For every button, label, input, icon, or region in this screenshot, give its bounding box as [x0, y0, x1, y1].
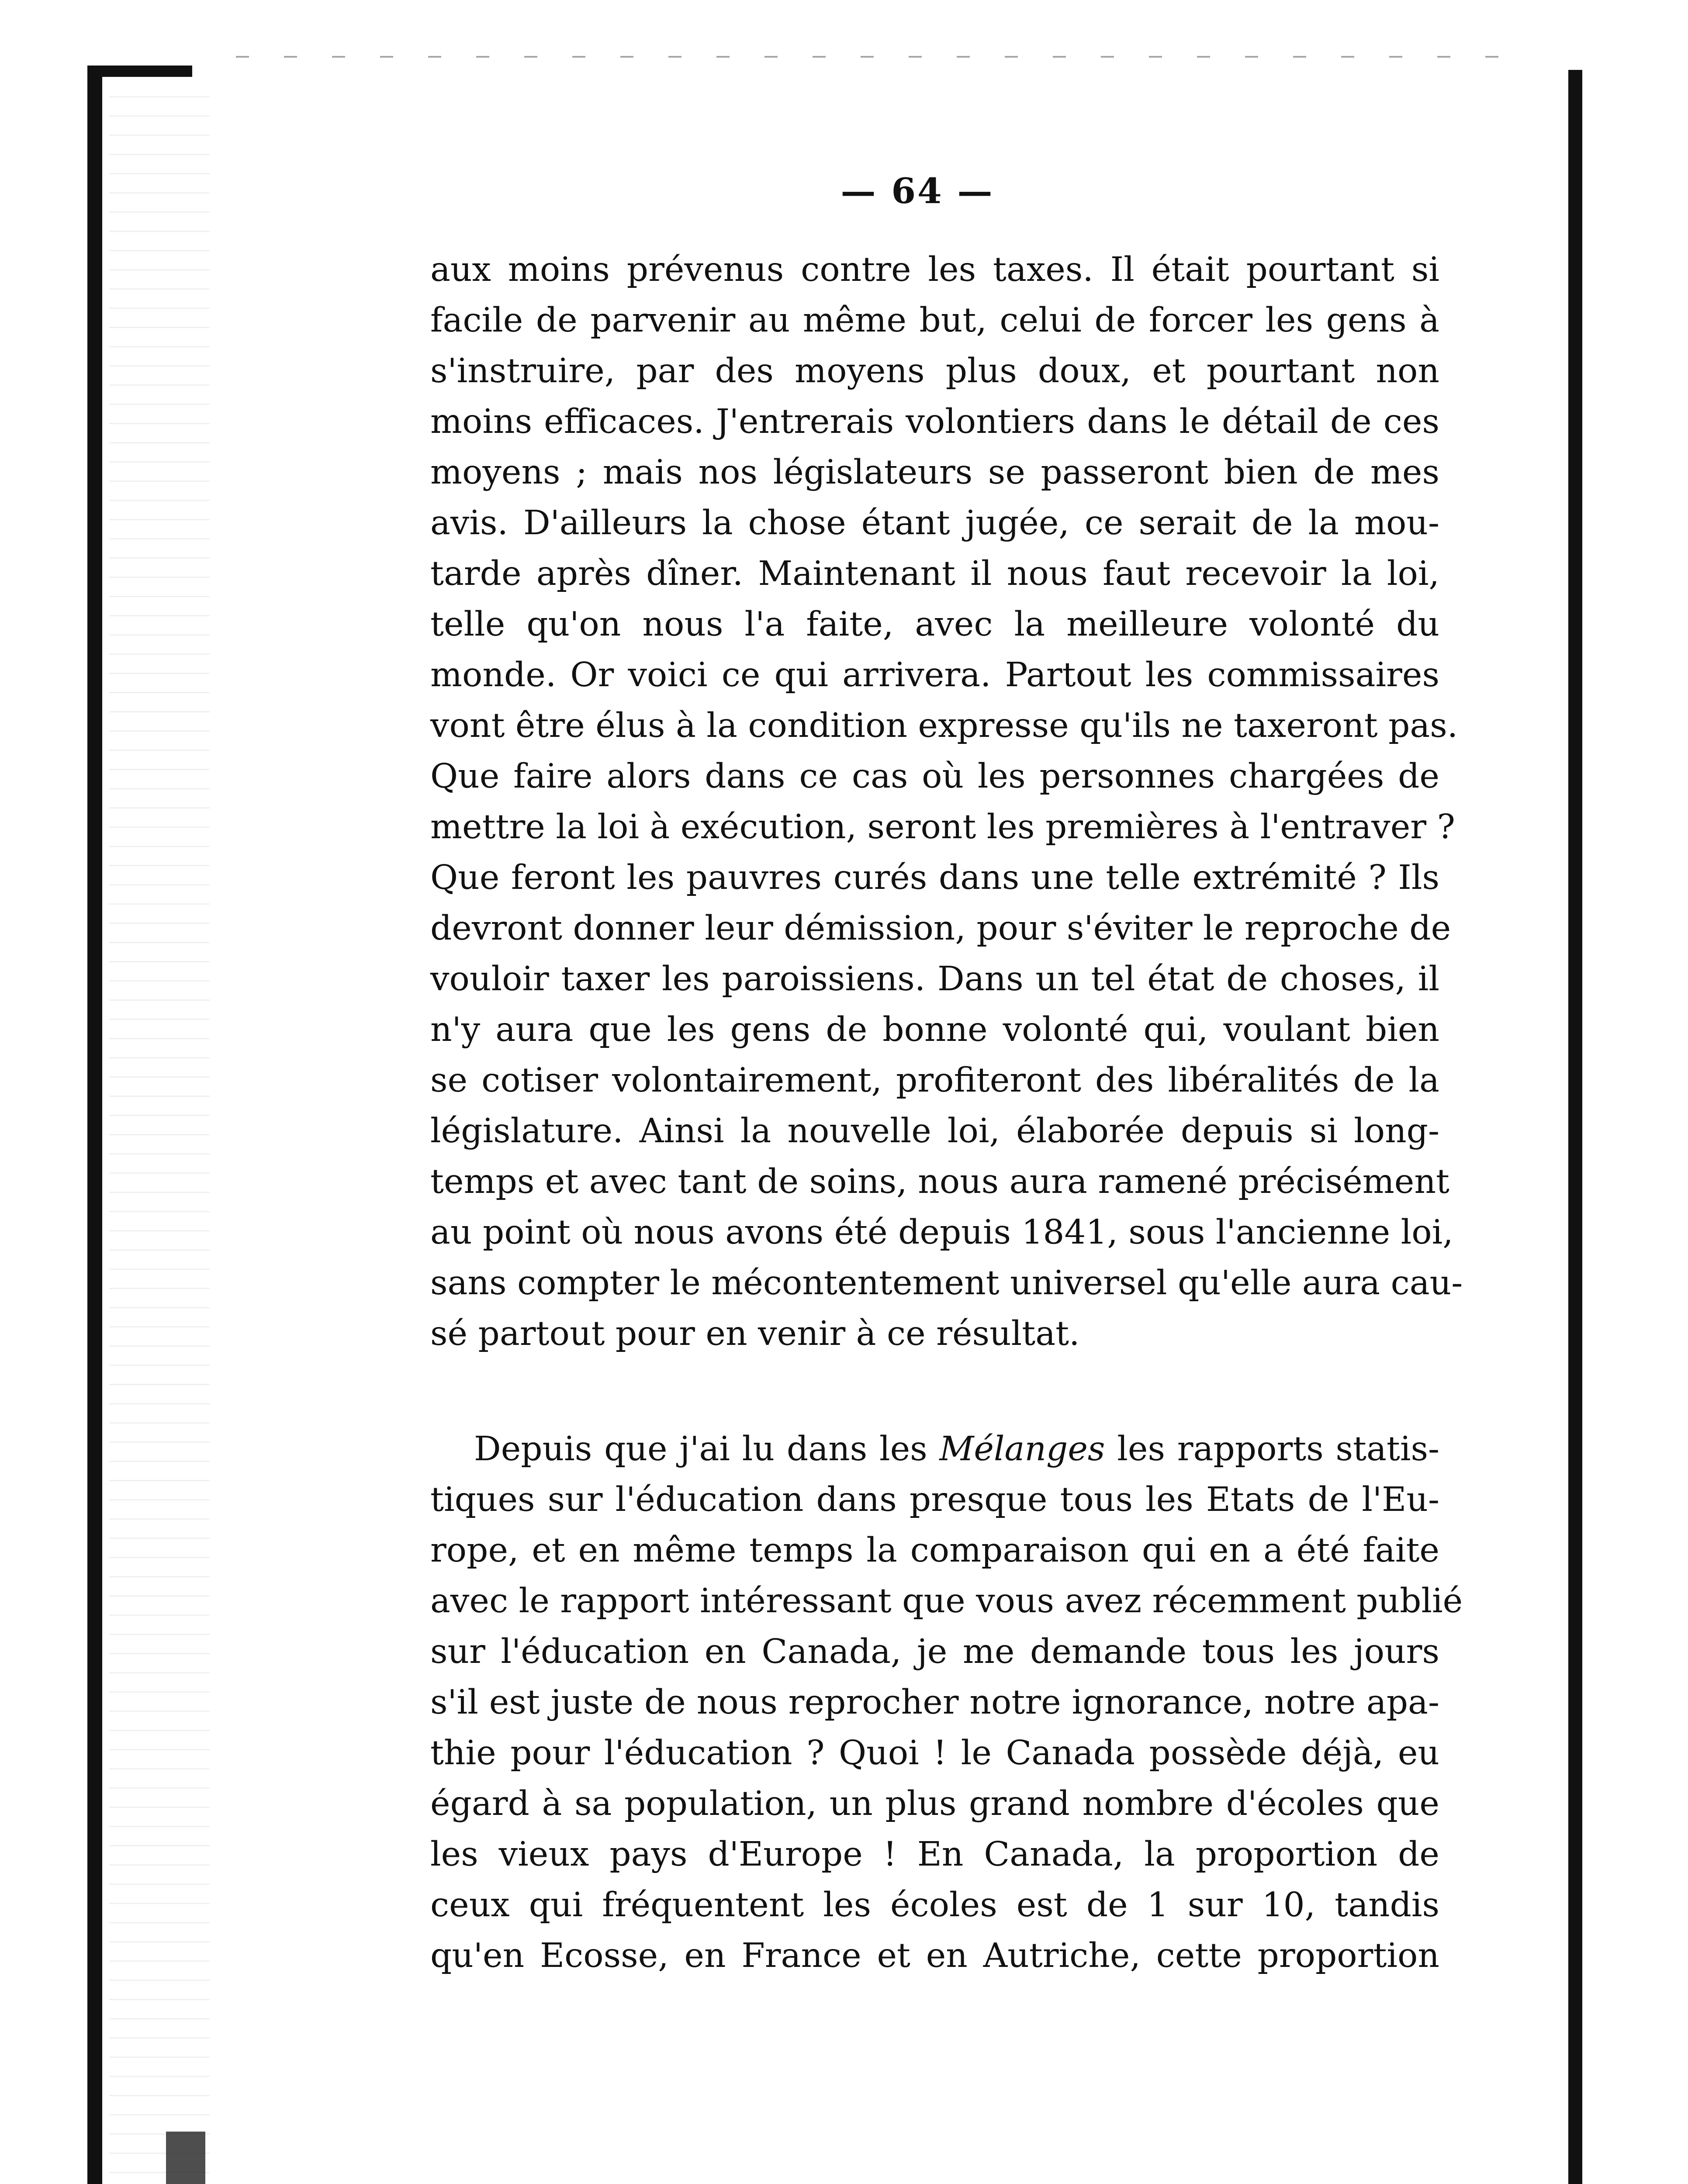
scan-left-edge-top [87, 66, 192, 77]
text-line: au point où nous avons été depuis 1841, sous l'ancienne loi, [430, 1213, 1453, 1252]
text-line: telle qu'on nous l'a faite, avec la meilleure volonté du [430, 605, 1439, 644]
scan-top-noise [236, 56, 1503, 58]
text-line: vouloir taxer les paroissiens. Dans un tel état de choses, il [430, 960, 1439, 999]
text-line: sans compter le mécontentement universel qu'elle aura cau- [430, 1264, 1463, 1303]
page-number: — 64 — [841, 170, 994, 211]
text-line: devront donner leur démission, pour s'éviter le reproche de [430, 909, 1451, 948]
text-line: thie pour l'éducation ? Quoi ! le Canada possède déjà, eu [430, 1734, 1439, 1773]
text-line: mettre la loi à exécution, seront les premières à l'entraver ? [430, 808, 1455, 847]
text-line: ceux qui fréquentent les écoles est de 1 sur 10, tandis [430, 1886, 1439, 1925]
text-line: temps et avec tant de soins, nous aura ramené précisément [430, 1162, 1449, 1201]
text-line: n'y aura que les gens de bonne volonté qui, voulant bien [430, 1010, 1439, 1049]
text-line: moyens ; mais nos législateurs se passeront bien de mes [430, 453, 1439, 492]
text-line: tarde après dîner. Maintenant il nous faut recevoir la loi, [430, 554, 1439, 593]
text-line: s'instruire, par des moyens plus doux, et pourtant non [430, 352, 1439, 390]
scan-left-bottom-mark [166, 2132, 205, 2184]
text-line: facile de parvenir au même but, celui de forcer les gens à [430, 301, 1439, 340]
text-line: Que feront les pauvres curés dans une telle extrémité ? Ils [430, 858, 1439, 897]
paragraph-2 [430, 1424, 1463, 1981]
text-line-first [430, 1424, 1439, 1475]
text-line: se cotiser volontairement, profiteront des libéralités de la [430, 1061, 1439, 1100]
text-line: moins efficaces. J'entrerais volontiers dans le détail de ces [430, 402, 1439, 441]
scan-left-edge [87, 66, 102, 2184]
text-line: rope, et en même temps la comparaison qui en a été faite [430, 1531, 1439, 1570]
text-segment: les rapports statis- [1105, 1430, 1439, 1469]
text-line: sur l'éducation en Canada, je me demande tous les jours [430, 1632, 1439, 1671]
paragraph-1 [430, 245, 1463, 1359]
scan-left-noise [109, 79, 210, 2184]
text-line: qu'en Ecosse, en France et en Autriche, cette proportion [430, 1936, 1439, 1975]
text-line: législature. Ainsi la nouvelle loi, élaborée depuis si long- [430, 1112, 1439, 1151]
text-line: vont être élus à la condition expresse qu'ils ne taxeront pas. [430, 706, 1458, 745]
text-segment: Depuis que j'ai lu dans les [474, 1430, 940, 1469]
journal-title: Mélanges [939, 1430, 1105, 1469]
text-line: sé partout pour en venir à ce résultat. [430, 1314, 1080, 1353]
text-line: tiques sur l'éducation dans presque tous les Etats de l'Eu- [430, 1480, 1439, 1519]
text-line: égard à sa population, un plus grand nombre d'écoles que [430, 1784, 1439, 1823]
text-line: les vieux pays d'Europe ! En Canada, la proportion de [430, 1835, 1439, 1874]
text-line: avis. D'ailleurs la chose étant jugée, ce serait de la mou- [430, 504, 1439, 543]
scan-right-edge [1568, 70, 1582, 2184]
text-line: s'il est juste de nous reprocher notre ignorance, notre apa- [430, 1683, 1439, 1722]
text-line: monde. Or voici ce qui arrivera. Partout les commissaires [430, 656, 1439, 695]
text-line: Que faire alors dans ce cas où les personnes chargées de [430, 757, 1439, 796]
text-line: avec le rapport intéressant que vous avez récemment publié [430, 1582, 1463, 1621]
text-line: aux moins prévenus contre les taxes. Il était pourtant si [430, 250, 1439, 289]
